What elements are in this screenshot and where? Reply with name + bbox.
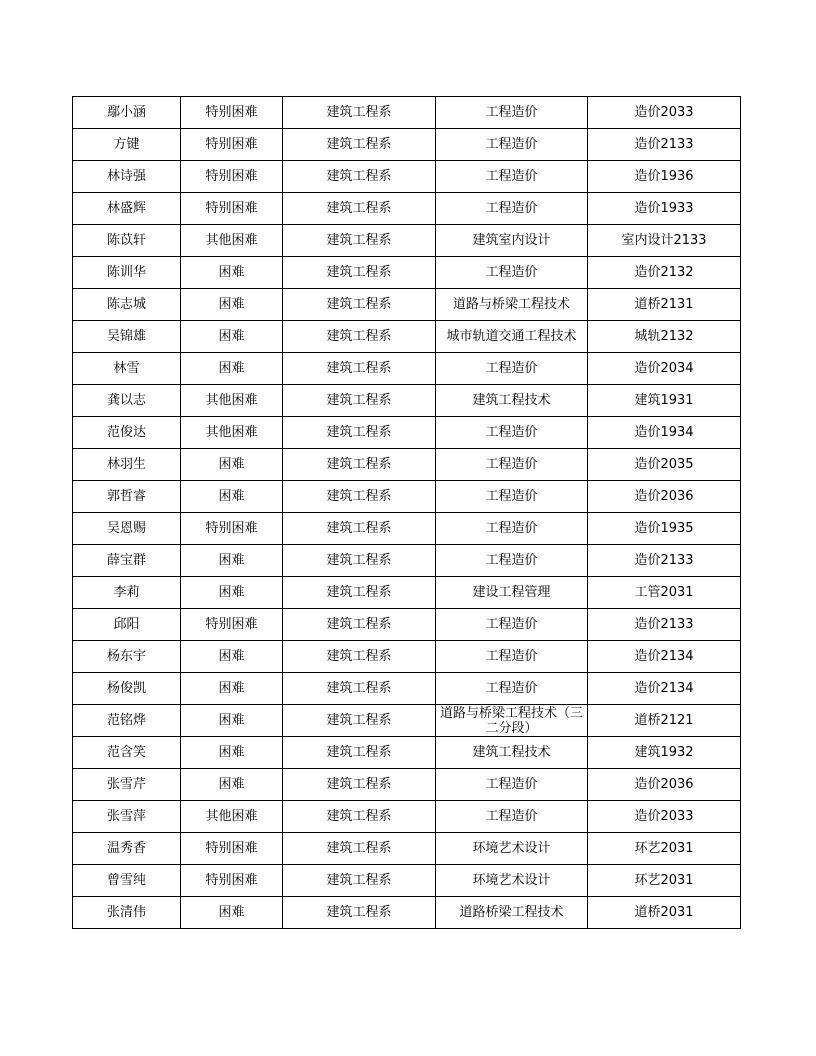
department-cell: 建筑工程系 — [283, 769, 436, 801]
student-name-cell: 张清伟 — [73, 897, 181, 929]
class-cell: 道桥2031 — [588, 897, 741, 929]
student-list-table — [72, 96, 741, 929]
student-name-cell: 林羽生 — [73, 449, 181, 481]
student-name-cell: 吴锦雄 — [73, 321, 181, 353]
major-cell: 工程造价 — [436, 97, 588, 129]
class-cell: 造价2036 — [588, 481, 741, 513]
class-cell: 造价1934 — [588, 417, 741, 449]
student-name-cell: 李莉 — [73, 577, 181, 609]
table-row — [73, 193, 741, 225]
class-cell: 造价1936 — [588, 161, 741, 193]
department-cell: 建筑工程系 — [283, 545, 436, 577]
major-cell: 道路桥梁工程技术 — [436, 897, 588, 929]
table-row — [73, 801, 741, 833]
student-name-cell: 杨俊凯 — [73, 673, 181, 705]
difficulty-level-cell: 特别困难 — [181, 513, 283, 545]
difficulty-level-cell: 其他困难 — [181, 385, 283, 417]
major-cell: 道路与桥梁工程技术（三二分段） — [436, 705, 588, 737]
difficulty-level-cell: 其他困难 — [181, 417, 283, 449]
student-name-cell: 张雪萍 — [73, 801, 181, 833]
department-cell: 建筑工程系 — [283, 321, 436, 353]
department-cell: 建筑工程系 — [283, 673, 436, 705]
table-body — [73, 97, 741, 929]
major-cell: 工程造价 — [436, 801, 588, 833]
class-cell: 室内设计2133 — [588, 225, 741, 257]
department-cell: 建筑工程系 — [283, 833, 436, 865]
difficulty-level-cell: 困难 — [181, 321, 283, 353]
table-row — [73, 161, 741, 193]
department-cell: 建筑工程系 — [283, 385, 436, 417]
major-cell: 工程造价 — [436, 417, 588, 449]
student-name-cell: 林诗强 — [73, 161, 181, 193]
department-cell: 建筑工程系 — [283, 97, 436, 129]
major-cell: 道路与桥梁工程技术 — [436, 289, 588, 321]
table-row — [73, 641, 741, 673]
student-name-cell: 曾雪纯 — [73, 865, 181, 897]
difficulty-level-cell: 特别困难 — [181, 193, 283, 225]
difficulty-level-cell: 困难 — [181, 481, 283, 513]
table-row — [73, 769, 741, 801]
difficulty-level-cell: 困难 — [181, 289, 283, 321]
table-row — [73, 257, 741, 289]
table-row — [73, 897, 741, 929]
major-cell: 工程造价 — [436, 481, 588, 513]
class-cell: 造价2035 — [588, 449, 741, 481]
department-cell: 建筑工程系 — [283, 801, 436, 833]
difficulty-level-cell: 困难 — [181, 769, 283, 801]
department-cell: 建筑工程系 — [283, 737, 436, 769]
table-row — [73, 513, 741, 545]
department-cell: 建筑工程系 — [283, 513, 436, 545]
class-cell: 造价2036 — [588, 769, 741, 801]
department-cell: 建筑工程系 — [283, 417, 436, 449]
major-cell: 工程造价 — [436, 161, 588, 193]
class-cell: 工管2031 — [588, 577, 741, 609]
class-cell: 建筑1931 — [588, 385, 741, 417]
department-cell: 建筑工程系 — [283, 193, 436, 225]
table-row — [73, 353, 741, 385]
department-cell: 建筑工程系 — [283, 705, 436, 737]
major-cell: 建筑室内设计 — [436, 225, 588, 257]
major-cell: 工程造价 — [436, 641, 588, 673]
table-row — [73, 417, 741, 449]
difficulty-level-cell: 特别困难 — [181, 161, 283, 193]
major-cell: 城市轨道交通工程技术 — [436, 321, 588, 353]
student-name-cell: 陈志城 — [73, 289, 181, 321]
class-cell: 环艺2031 — [588, 865, 741, 897]
class-cell: 造价2134 — [588, 641, 741, 673]
major-cell: 工程造价 — [436, 257, 588, 289]
department-cell: 建筑工程系 — [283, 289, 436, 321]
difficulty-level-cell: 特别困难 — [181, 609, 283, 641]
table-row — [73, 321, 741, 353]
table-row — [73, 673, 741, 705]
student-name-cell: 龚以志 — [73, 385, 181, 417]
table-row — [73, 865, 741, 897]
table-row — [73, 705, 741, 737]
major-cell: 建筑工程技术 — [436, 737, 588, 769]
class-cell: 环艺2031 — [588, 833, 741, 865]
table-row — [73, 833, 741, 865]
student-name-cell: 陈苡轩 — [73, 225, 181, 257]
student-name-cell: 林盛辉 — [73, 193, 181, 225]
table-row — [73, 609, 741, 641]
major-cell: 工程造价 — [436, 545, 588, 577]
class-cell: 造价2033 — [588, 801, 741, 833]
table-row — [73, 289, 741, 321]
major-cell: 工程造价 — [436, 609, 588, 641]
class-cell: 造价2133 — [588, 129, 741, 161]
difficulty-level-cell: 特别困难 — [181, 129, 283, 161]
class-cell: 道桥2131 — [588, 289, 741, 321]
table-row — [73, 545, 741, 577]
class-cell: 造价2033 — [588, 97, 741, 129]
class-cell: 造价1933 — [588, 193, 741, 225]
difficulty-level-cell: 特别困难 — [181, 97, 283, 129]
class-cell: 城轨2132 — [588, 321, 741, 353]
student-name-cell: 薛宝群 — [73, 545, 181, 577]
table-row — [73, 225, 741, 257]
student-name-cell: 范含笑 — [73, 737, 181, 769]
student-name-cell: 郭哲睿 — [73, 481, 181, 513]
difficulty-level-cell: 特别困难 — [181, 833, 283, 865]
difficulty-level-cell: 困难 — [181, 897, 283, 929]
difficulty-level-cell: 困难 — [181, 641, 283, 673]
table-row — [73, 385, 741, 417]
difficulty-level-cell: 困难 — [181, 577, 283, 609]
class-cell: 造价2134 — [588, 673, 741, 705]
department-cell: 建筑工程系 — [283, 129, 436, 161]
department-cell: 建筑工程系 — [283, 577, 436, 609]
table-row — [73, 737, 741, 769]
table-row — [73, 449, 741, 481]
department-cell: 建筑工程系 — [283, 641, 436, 673]
major-cell: 工程造价 — [436, 449, 588, 481]
student-name-cell: 方键 — [73, 129, 181, 161]
table-row — [73, 97, 741, 129]
department-cell: 建筑工程系 — [283, 353, 436, 385]
major-cell: 工程造价 — [436, 673, 588, 705]
difficulty-level-cell: 困难 — [181, 673, 283, 705]
difficulty-level-cell: 困难 — [181, 737, 283, 769]
department-cell: 建筑工程系 — [283, 449, 436, 481]
department-cell: 建筑工程系 — [283, 897, 436, 929]
student-name-cell: 吴恩赐 — [73, 513, 181, 545]
student-name-cell: 邱阳 — [73, 609, 181, 641]
class-cell: 造价1935 — [588, 513, 741, 545]
student-name-cell: 温秀香 — [73, 833, 181, 865]
student-name-cell: 范铭烨 — [73, 705, 181, 737]
class-cell: 造价2133 — [588, 545, 741, 577]
difficulty-level-cell: 特别困难 — [181, 865, 283, 897]
difficulty-level-cell: 困难 — [181, 353, 283, 385]
class-cell: 造价2133 — [588, 609, 741, 641]
department-cell: 建筑工程系 — [283, 609, 436, 641]
department-cell: 建筑工程系 — [283, 257, 436, 289]
difficulty-level-cell: 其他困难 — [181, 801, 283, 833]
class-cell: 建筑1932 — [588, 737, 741, 769]
difficulty-level-cell: 困难 — [181, 705, 283, 737]
major-cell: 工程造价 — [436, 193, 588, 225]
major-cell: 建筑工程技术 — [436, 385, 588, 417]
difficulty-level-cell: 困难 — [181, 257, 283, 289]
table-row — [73, 577, 741, 609]
major-cell: 环境艺术设计 — [436, 865, 588, 897]
department-cell: 建筑工程系 — [283, 481, 436, 513]
major-cell: 工程造价 — [436, 769, 588, 801]
class-cell: 造价2034 — [588, 353, 741, 385]
major-cell: 工程造价 — [436, 353, 588, 385]
student-name-cell: 陈训华 — [73, 257, 181, 289]
difficulty-level-cell: 其他困难 — [181, 225, 283, 257]
student-name-cell: 张雪芹 — [73, 769, 181, 801]
department-cell: 建筑工程系 — [283, 225, 436, 257]
student-name-cell: 鄢小涵 — [73, 97, 181, 129]
class-cell: 造价2132 — [588, 257, 741, 289]
difficulty-level-cell: 困难 — [181, 449, 283, 481]
student-name-cell: 林雪 — [73, 353, 181, 385]
table-row — [73, 481, 741, 513]
department-cell: 建筑工程系 — [283, 161, 436, 193]
student-name-cell: 杨东宇 — [73, 641, 181, 673]
student-name-cell: 范俊达 — [73, 417, 181, 449]
major-cell: 建设工程管理 — [436, 577, 588, 609]
difficulty-level-cell: 困难 — [181, 545, 283, 577]
class-cell: 道桥2121 — [588, 705, 741, 737]
major-cell: 工程造价 — [436, 129, 588, 161]
major-cell: 环境艺术设计 — [436, 833, 588, 865]
department-cell: 建筑工程系 — [283, 865, 436, 897]
major-cell: 工程造价 — [436, 513, 588, 545]
table-row — [73, 129, 741, 161]
